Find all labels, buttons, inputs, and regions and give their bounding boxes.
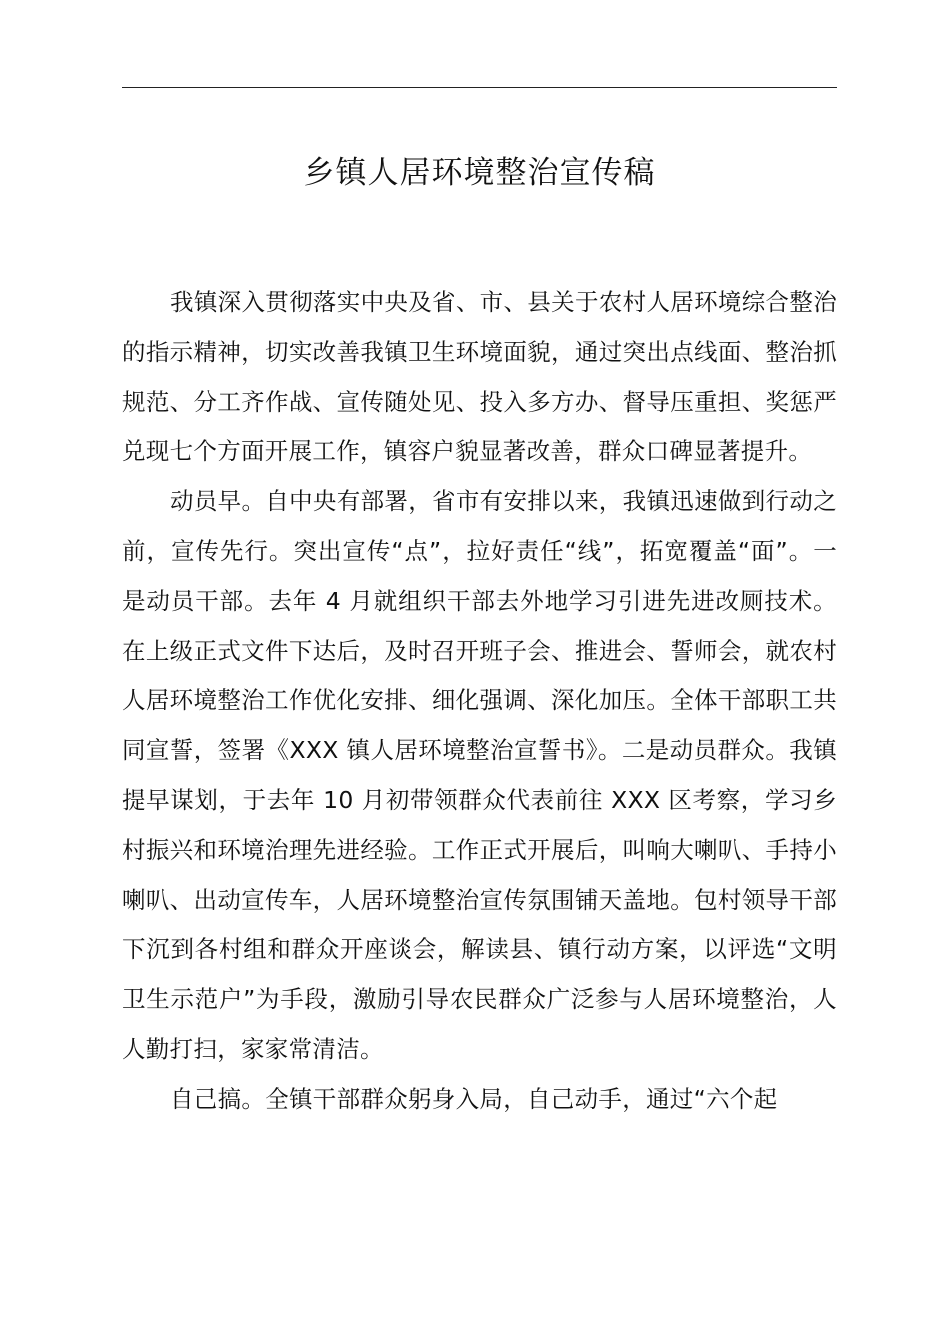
document-body [122, 278, 837, 1125]
paragraph-intro: 我镇深入贯彻落实中央及省、市、县关于农村人居环境综合整治的指示精神，切实改善我镇卫生环境面貌，通过突出点线面、整治抓规范、分工齐作战、宣传随处见、投入多方办、督导压重担、奖惩严兑现七个方面开展工作，镇容户貌显著改善，群众口碑显著提升。 [122, 288, 837, 466]
paragraph-do-it-ourselves: 自己搞。全镇干部群众躬身入局，自己动手，通过“六个起 [170, 1084, 778, 1113]
paragraph-mobilize-early: 动员早。自中央有部署，省市有安排以来，我镇迅速做到行动之前，宣传先行。突出宣传“点”，拉好责任“线”，拓宽覆盖“面”。一是动员干部。去年 4 月就组织干部去外地学习引进先进改厕技术。在上级正式文件下达后，及时召开班子会、推进会、誓师会，就农村人居环境整治工作优化安排、细化强调、深化加压。全体干部职工共同宣誓，签署《XXX 镇人居环境整治宣誓书》。二是动员群众。我镇提早谋划，于去年 10 月初带领群众代表前往 XXX 区考察，学习乡村振兴和环境治理先进经验。工作正式开展后，叫响大喇叭、手持小喇叭、出动宣传车，人居环境整治宣传氛围铺天盖地。包村领导干部下沉到各村组和群众开座谈会，解读县、镇行动方案，以评选“文明卫生示范户”为手段，激励引导农民群众广泛参与人居环境整治，人人勤打扫，家家常清洁。 [122, 487, 837, 1063]
document-title: 乡镇人居环境整治宣传稿 [303, 155, 656, 191]
header-rule [122, 87, 837, 88]
